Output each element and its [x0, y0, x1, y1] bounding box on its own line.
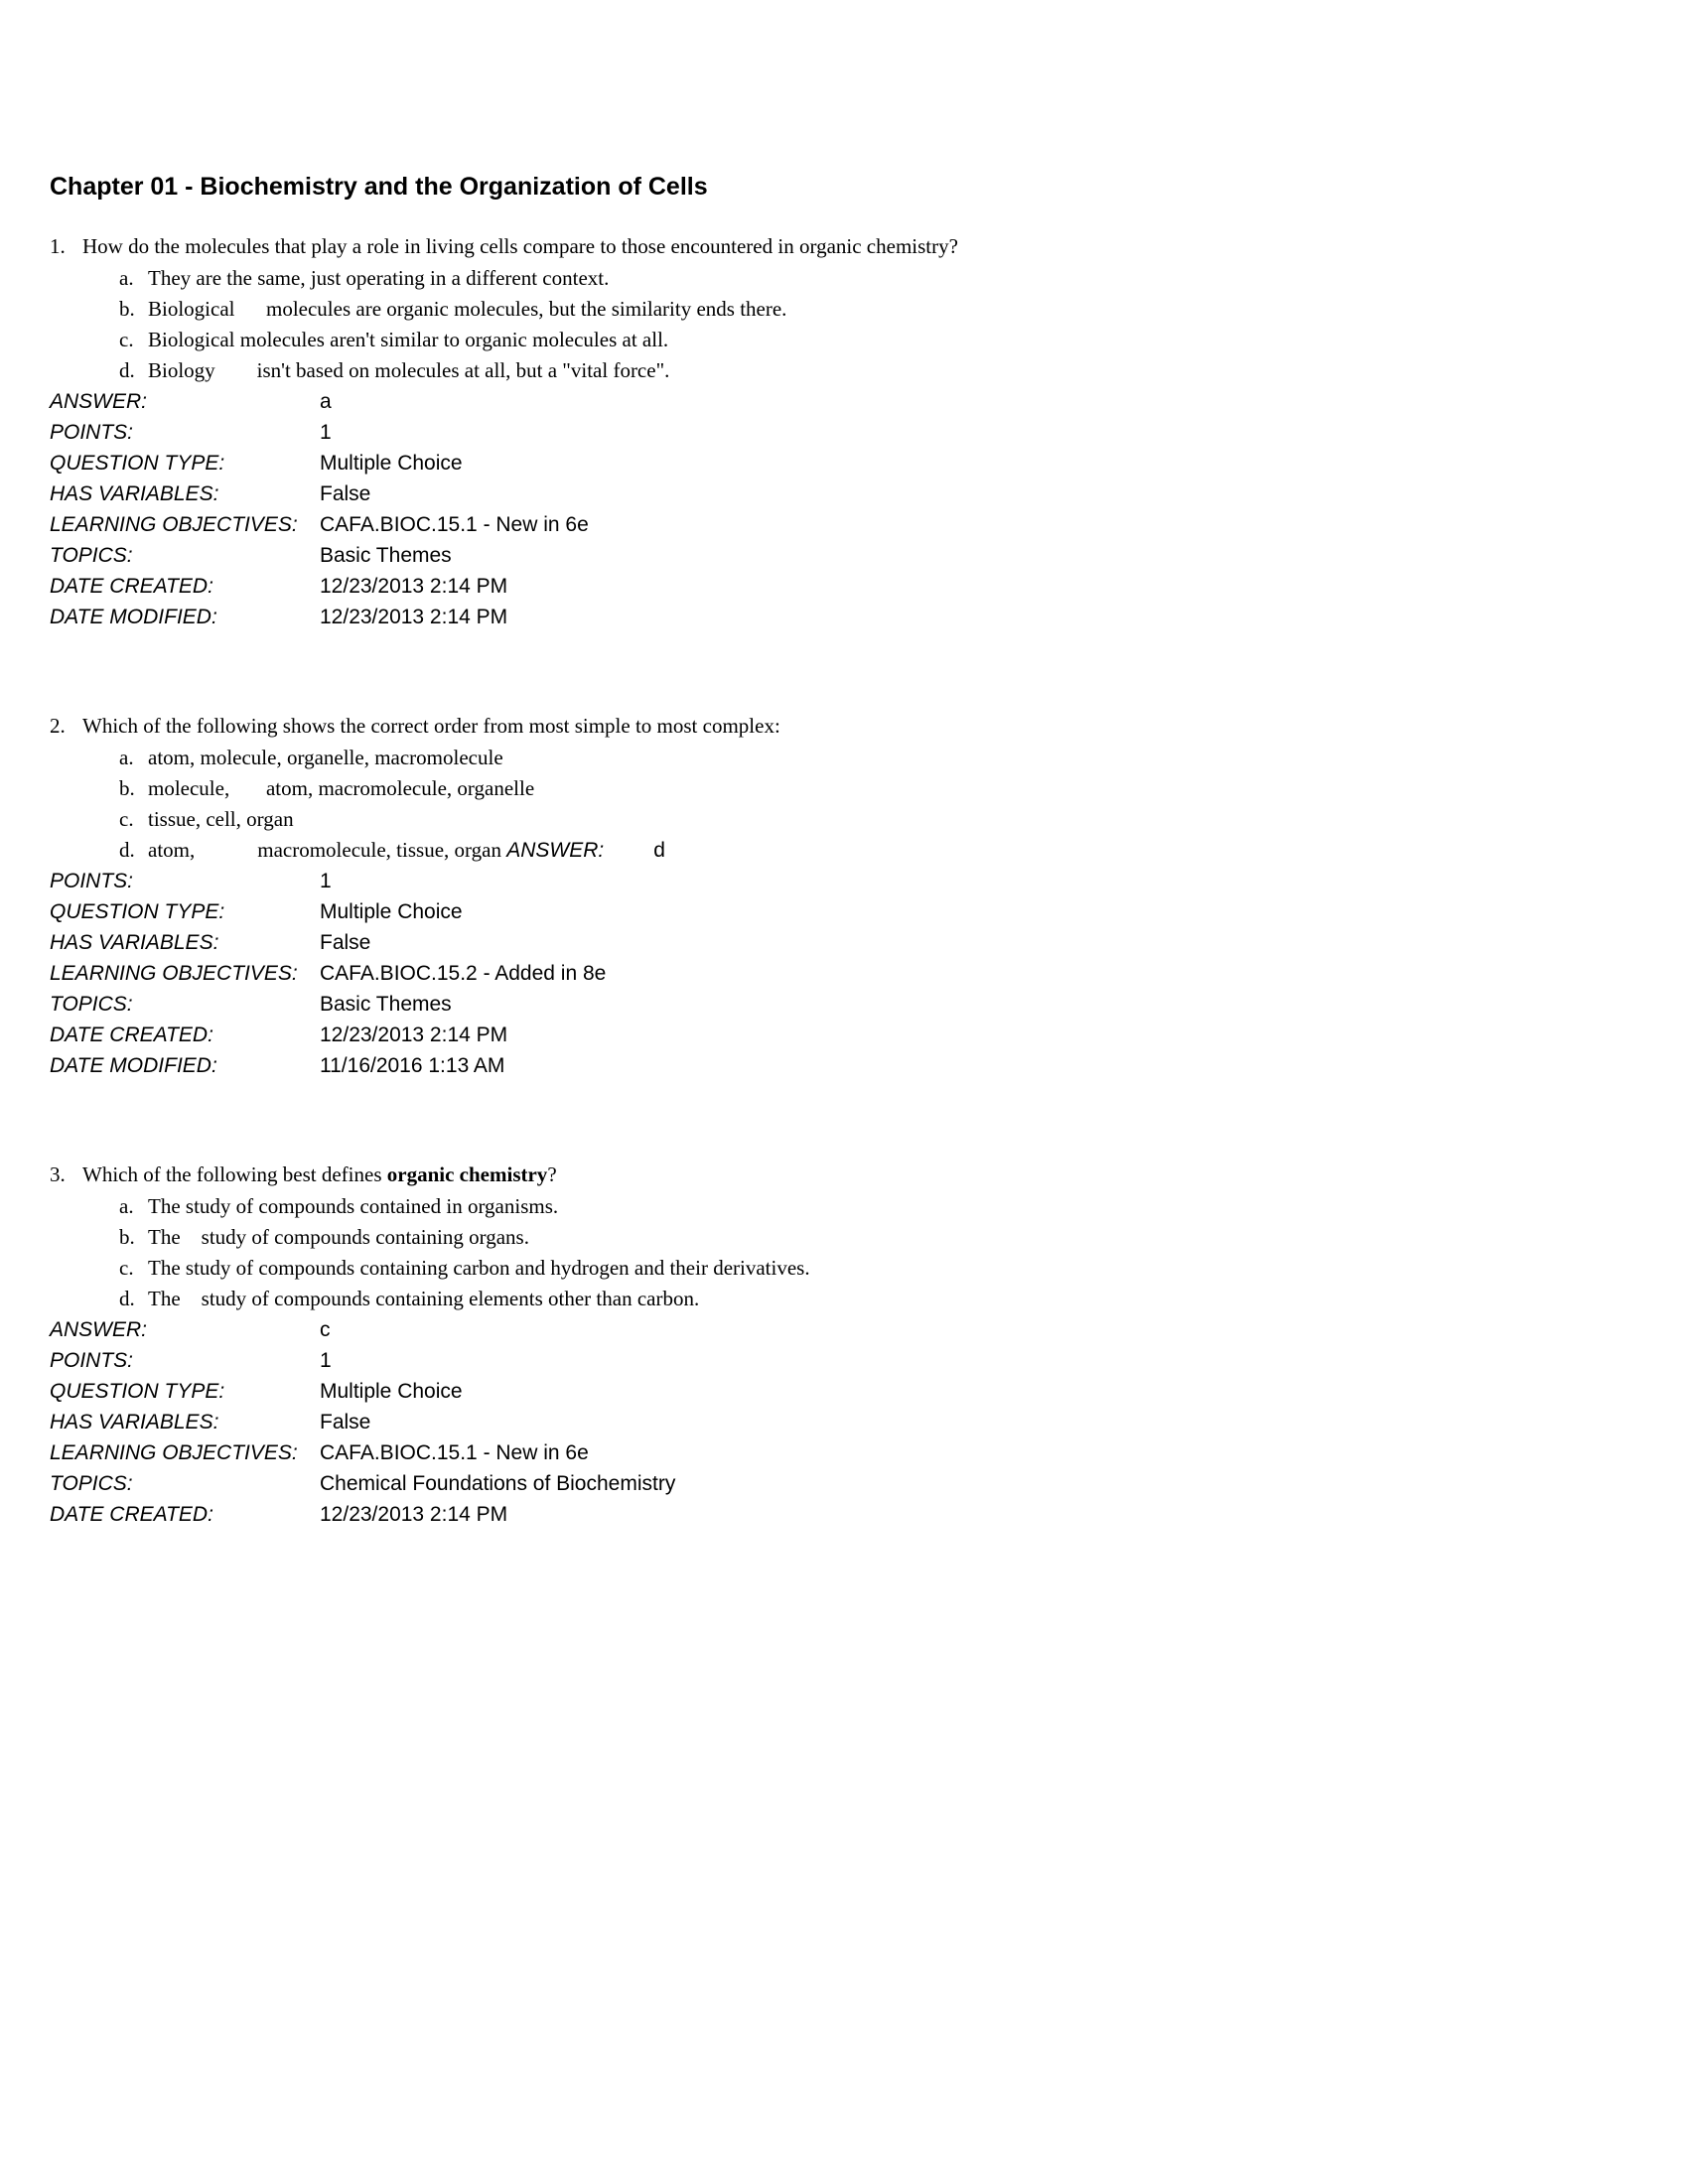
- choice-row: [50, 325, 1628, 355]
- meta-label: DATE MODIFIED:: [50, 606, 217, 628]
- choice-text: Biology isn't based on molecules at all, but a "vital force".: [148, 358, 670, 382]
- question-block: [50, 710, 1628, 1081]
- meta-value: CAFA.BIOC.15.1 - New in 6e: [320, 1441, 589, 1464]
- meta-label: DATE MODIFIED:: [50, 1054, 217, 1077]
- question-text: ?: [547, 1162, 557, 1186]
- meta-value: c: [320, 1318, 331, 1341]
- choice-row: [50, 773, 1628, 804]
- meta-label: ANSWER:: [50, 390, 148, 413]
- meta-label: HAS VARIABLES:: [50, 931, 219, 954]
- meta-value: Chemical Foundations of Biochemistry: [320, 1472, 676, 1495]
- question-block: [50, 1159, 1628, 1530]
- meta-value: CAFA.BIOC.15.2 - Added in 8e: [320, 962, 607, 985]
- question-text: How do the molecules that play a role in living cells compare to those encountered in organic chemistry?: [82, 234, 958, 258]
- meta-value: 1: [320, 870, 332, 892]
- meta-label: TOPICS:: [50, 1472, 133, 1495]
- answer-value: d: [653, 839, 665, 862]
- meta-row: [50, 1376, 1628, 1407]
- choice-label: c.: [119, 807, 134, 831]
- meta-value: 12/23/2013 2:14 PM: [320, 606, 508, 628]
- meta-row: [50, 448, 1628, 478]
- meta-row: [50, 1050, 1628, 1081]
- meta-row: [50, 927, 1628, 958]
- page-title: Chapter 01 - Biochemistry and the Organization of Cells: [50, 173, 708, 201]
- choice-row: [50, 804, 1628, 835]
- meta-row: [50, 602, 1628, 632]
- meta-label: HAS VARIABLES:: [50, 482, 219, 505]
- choice-text: The study of compounds containing carbon and hydrogen and their derivatives.: [148, 1256, 810, 1280]
- choice-row: [50, 835, 1628, 866]
- meta-row: [50, 1468, 1628, 1499]
- meta-row: [50, 1345, 1628, 1376]
- meta-row: [50, 1407, 1628, 1437]
- meta-label: LEARNING OBJECTIVES:: [50, 513, 298, 536]
- meta-label: QUESTION TYPE:: [50, 900, 225, 923]
- meta-value: Basic Themes: [320, 544, 452, 567]
- meta-label: DATE CREATED:: [50, 1024, 213, 1046]
- meta-label: POINTS:: [50, 1349, 134, 1372]
- meta-value: 12/23/2013 2:14 PM: [320, 575, 508, 598]
- choice-label: d.: [119, 838, 135, 862]
- question-number: 1.: [50, 234, 66, 258]
- choice-row: [50, 1191, 1628, 1222]
- choice-text: The study of compounds containing elements other than carbon.: [148, 1287, 700, 1310]
- question-text-bold: organic chemistry: [386, 1162, 548, 1186]
- meta-value: Multiple Choice: [320, 452, 463, 475]
- meta-value: Basic Themes: [320, 993, 452, 1016]
- meta-label: LEARNING OBJECTIVES:: [50, 962, 298, 985]
- meta-label: TOPICS:: [50, 993, 133, 1016]
- meta-row: [50, 417, 1628, 448]
- choice-text: tissue, cell, organ: [148, 807, 294, 831]
- meta-value: 1: [320, 1349, 332, 1372]
- choice-row: [50, 1222, 1628, 1253]
- choice-text: atom, molecule, organelle, macromolecule: [148, 746, 503, 769]
- meta-value: a: [320, 390, 332, 413]
- choice-text: Biological molecules are organic molecules, but the similarity ends there.: [148, 297, 787, 321]
- choice-row: [50, 1284, 1628, 1314]
- choice-row: [50, 263, 1628, 294]
- meta-label: QUESTION TYPE:: [50, 1380, 225, 1403]
- meta-label: POINTS:: [50, 870, 134, 892]
- meta-label: QUESTION TYPE:: [50, 452, 225, 475]
- meta-row: [50, 1314, 1628, 1345]
- meta-value: CAFA.BIOC.15.1 - New in 6e: [320, 513, 589, 536]
- meta-value: False: [320, 931, 371, 954]
- meta-label: DATE CREATED:: [50, 575, 213, 598]
- question-stem: [50, 1159, 1628, 1191]
- meta-row: [50, 1437, 1628, 1468]
- choice-label: d.: [119, 358, 135, 382]
- meta-row: [50, 540, 1628, 571]
- choice-label: c.: [119, 328, 134, 351]
- choice-row: [50, 355, 1628, 386]
- choice-text: They are the same, just operating in a different context.: [148, 266, 610, 290]
- meta-row: [50, 1499, 1628, 1530]
- question-text: Which of the following best defines: [82, 1162, 387, 1186]
- meta-row: [50, 896, 1628, 927]
- meta-row: [50, 386, 1628, 417]
- meta-value: 12/23/2013 2:14 PM: [320, 1024, 508, 1046]
- choice-row: [50, 743, 1628, 773]
- question-block: [50, 230, 1628, 632]
- choice-label: b.: [119, 776, 135, 800]
- meta-label: HAS VARIABLES:: [50, 1411, 219, 1433]
- question-text: Which of the following shows the correct order from most simple to most complex:: [82, 714, 780, 738]
- meta-row: [50, 958, 1628, 989]
- choice-label: b.: [119, 1225, 135, 1249]
- meta-value: False: [320, 482, 371, 505]
- meta-value: 1: [320, 421, 332, 444]
- question-metadata: [50, 866, 1628, 1081]
- meta-label: LEARNING OBJECTIVES:: [50, 1441, 298, 1464]
- choice-row: [50, 1253, 1628, 1284]
- choice-row: [50, 294, 1628, 325]
- meta-label: TOPICS:: [50, 544, 133, 567]
- question-metadata: [50, 386, 1628, 632]
- question-number: 3.: [50, 1162, 66, 1186]
- meta-row: [50, 478, 1628, 509]
- meta-label: ANSWER:: [50, 1318, 148, 1341]
- choice-text: molecule, atom, macromolecule, organelle: [148, 776, 535, 800]
- choice-label: a.: [119, 266, 134, 290]
- answer-label: ANSWER:: [506, 839, 605, 862]
- choice-text: atom, macromolecule, tissue, organ: [148, 838, 507, 862]
- meta-row: [50, 1020, 1628, 1050]
- question-number: 2.: [50, 714, 66, 738]
- question-stem: [50, 230, 1628, 263]
- meta-label: POINTS:: [50, 421, 134, 444]
- choice-text: The study of compounds contained in organisms.: [148, 1194, 559, 1218]
- choice-label: a.: [119, 1194, 134, 1218]
- meta-row: [50, 866, 1628, 896]
- meta-row: [50, 989, 1628, 1020]
- meta-row: [50, 571, 1628, 602]
- choice-label: a.: [119, 746, 134, 769]
- choice-text: Biological molecules aren't similar to organic molecules at all.: [148, 328, 669, 351]
- choice-label: d.: [119, 1287, 135, 1310]
- choice-label: b.: [119, 297, 135, 321]
- meta-row: [50, 509, 1628, 540]
- meta-value: Multiple Choice: [320, 1380, 463, 1403]
- meta-value: Multiple Choice: [320, 900, 463, 923]
- question-stem: [50, 710, 1628, 743]
- meta-value: 12/23/2013 2:14 PM: [320, 1503, 508, 1526]
- question-metadata: [50, 1314, 1628, 1530]
- meta-value: False: [320, 1411, 371, 1433]
- meta-label: DATE CREATED:: [50, 1503, 213, 1526]
- meta-value: 11/16/2016 1:13 AM: [320, 1054, 505, 1077]
- choice-text: The study of compounds containing organs.: [148, 1225, 529, 1249]
- choice-label: c.: [119, 1256, 134, 1280]
